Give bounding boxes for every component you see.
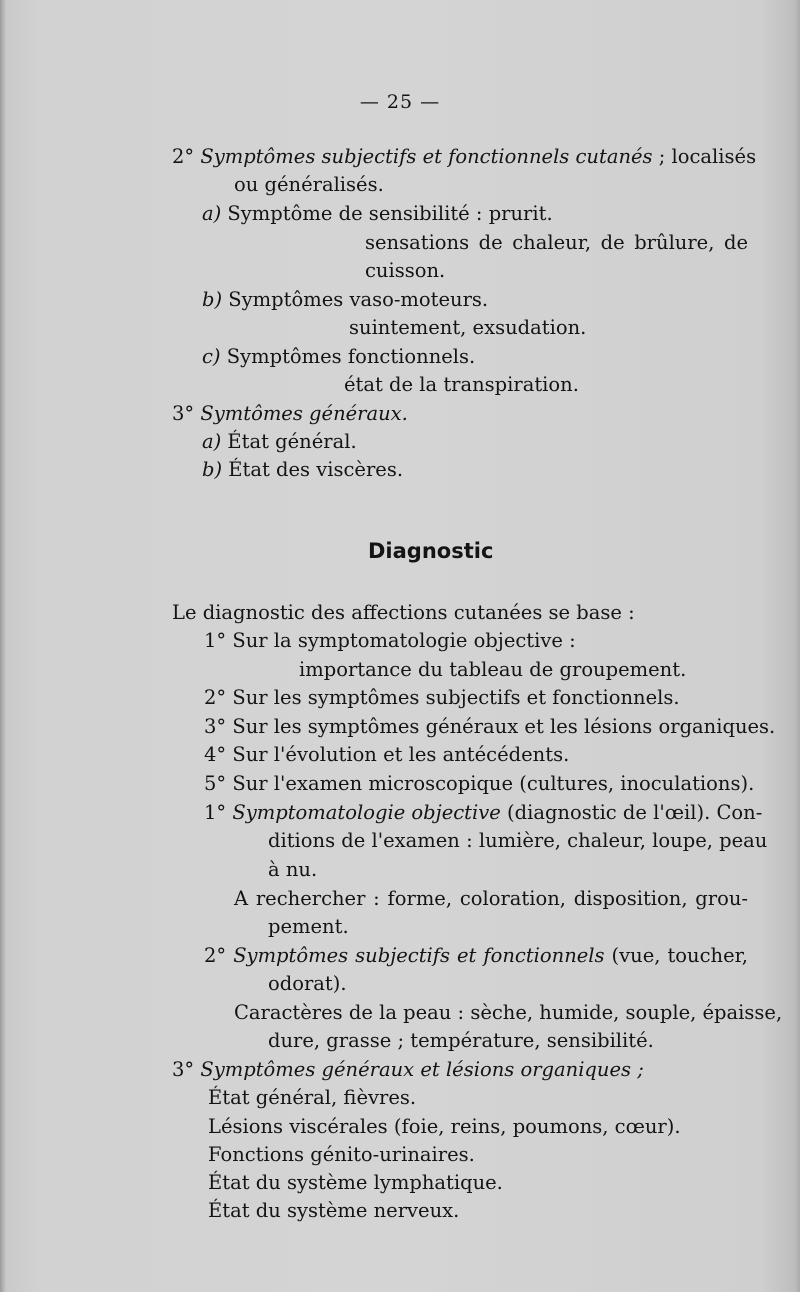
text-line: ou généralisés. xyxy=(234,173,384,196)
text-line: Caractères de la peau : sèche, humide, souple, épaisse, xyxy=(234,1001,783,1024)
list-item-b: b) État des viscères. xyxy=(202,458,404,481)
list-item: Lésions viscérales (foie, reins, poumons, cœur). xyxy=(208,1115,681,1138)
text-line: pement. xyxy=(268,915,349,938)
page-number: — 25 — xyxy=(359,91,441,113)
basis-item: 2° Sur les symptômes subjectifs et fonctionnels. xyxy=(204,686,680,709)
text-line: suintement, exsudation. xyxy=(349,316,587,339)
text-line: ditions de l'examen : lumière, chaleur, loupe, peau xyxy=(268,829,768,852)
basis-item: 5° Sur l'examen microscopique (cultures, inoculations). xyxy=(204,772,755,795)
basis-item: 4° Sur l'évolution et les antécédents. xyxy=(204,743,570,766)
list-item: État du système lymphatique. xyxy=(208,1171,503,1194)
basis-subitem: importance du tableau de groupement. xyxy=(299,658,687,681)
text-line: dure, grasse ; température, sensibilité. xyxy=(268,1029,654,1052)
list-item: Fonctions génito-urinaires. xyxy=(208,1143,475,1166)
basis-item: 3° Sur les symptômes généraux et les lésions organiques. xyxy=(204,715,776,738)
text-line: sensations de chaleur, de brûlure, de xyxy=(365,231,748,254)
symptoms-subjective-heading: 2° Symptômes subjectifs et fonctionnels cutanés ; localisés xyxy=(172,145,757,168)
text-line: A rechercher : forme, coloration, disposition, grou- xyxy=(234,887,748,910)
list-item-a: a) État général. xyxy=(202,430,357,453)
basis-item: 1° Sur la symptomatologie objective : xyxy=(204,629,576,652)
list-item: État du système nerveux. xyxy=(208,1199,460,1222)
text-line: état de la transpiration. xyxy=(344,373,579,396)
symptoms-general-heading: 3° Symtômes généraux. xyxy=(172,402,408,425)
text-line: odorat). xyxy=(268,972,347,995)
text-line: à nu. xyxy=(268,858,318,881)
detail-objective-heading: 1° Symptomatologie objective (diagnostic de l'œil). Con- xyxy=(204,801,763,824)
detail-subjective-heading: 2° Symptômes subjectifs et fonctionnels (vue, toucher, xyxy=(204,944,749,967)
list-item-c: c) Symptômes fonctionnels. xyxy=(202,345,476,368)
detail-general-heading: 3° Symptômes généraux et lésions organiques ; xyxy=(172,1058,644,1081)
text-line: cuisson. xyxy=(365,259,446,282)
section-title: Diagnostic xyxy=(368,539,494,563)
list-item-a: a) Symptôme de sensibilité : prurit. xyxy=(202,202,553,225)
list-item-b: b) Symptômes vaso-moteurs. xyxy=(202,288,489,311)
list-item: État général, fièvres. xyxy=(208,1086,417,1109)
intro-paragraph: Le diagnostic des affections cutanées se base : xyxy=(172,601,635,624)
